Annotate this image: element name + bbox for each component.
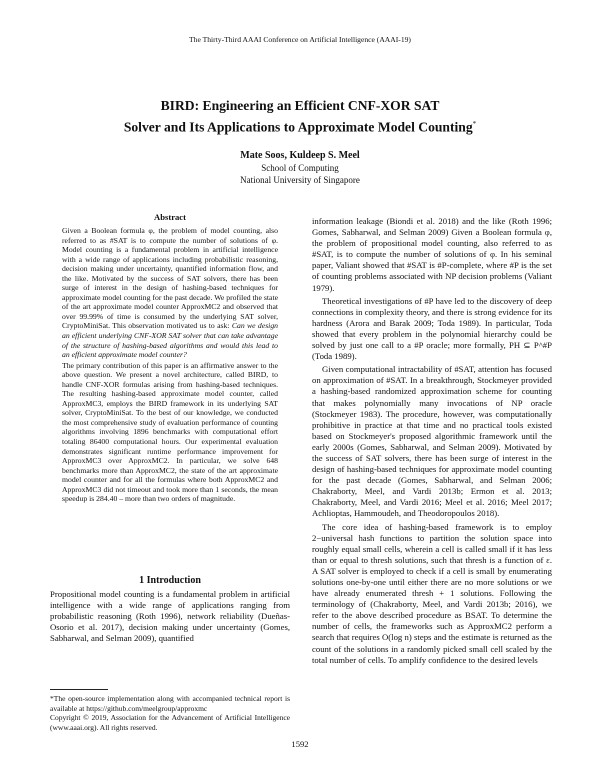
abstract-heading: Abstract [154,212,186,222]
abstract-research-question: Can we design an efficient underlying CNF-XOR SAT solver that can take advantage of the structure of hashing-based algorithms and would this lead to an efficient approximate model counter? [62,321,279,360]
footnote-copyright: Copyright © 2019, Association for the Advancement of Artificial Intelligence (www.aaai.org). All rights reserved. [50,713,290,732]
right-paragraph-3: Given computational intractability of #SAT, attention has focused on approximation of #SAT. In a breakthrough, Stockmeyer provided a hashing-based randomized approximation scheme for counting that makes polynomially many invocations of NP oracle (Stockmeyer 1983). The procedure, however, was computationally prohibitive in practice at that time and no practical tools existed based on Stockmeyer's proposed algorithmic framework until the early 2000s (Gomes, Sabharwal, and Selman 2009). Motivated by the success of SAT solvers, there has been surge of interest in the design of hashing-based techniques for approximate model counting for the past decade (Gomes, Sabharwal, and Selman 2006; Chakraborty, Meel, and Vardi 2013b; Ermon et al. 2013; Chakraborty, Meel, and Vardi 2016; Meel et al. 2016; Meel 2017; Achlioptas, Hammoudeh, and Theodoropoulos 2018). [312,364,552,519]
title-line-1: BIRD: Engineering an Efficient CNF-XOR SAT [160,98,440,113]
conference-header: The Thirty-Third AAAI Conference on Artificial Intelligence (AAAI-19) [189,35,411,44]
abstract-paragraph-2: The primary contribution of this paper is an affirmative answer to the above question. We present a novel architecture, called BIRD, to handle CNF-XOR formulas arising from hashing-based techniques. The resulting hashing-based approximate model counter, called ApproxMC3, employs the BIRD framework in its underlying SAT solver, CryptoMiniSat. To the best of our knowledge, we conducted the most comprehensive study of evaluation performance of counting algorithms involving 1896 benchmarks with computational effort totaling 86400 computational hours. Our experimental evaluation demonstrates significant runtime performance improvement for ApproxMC3 over ApproxMC2. In particular, we solve 648 benchmarks more than ApproxMC2, the state of the art approximate model counter and for all the formulas where both ApproxMC2 and ApproxMC3 did not timeout and took more than 1 seconds, the mean speedup is 284.40 – more than two orders of magnitude. [62,360,278,504]
right-column-text [312,216,552,668]
section-heading-introduction: 1 Introduction [139,575,201,586]
abstract-paragraph-1 [62,226,278,360]
right-paragraph-2: Theoretical investigations of #P have led to the discovery of deep connections in complexity theory, and there is strong evidence for its hardness (Arora and Barak 2009; Toda 1989). In particular, Toda showed that every problem in the polynomial hierarchy could be solved by just one call to a #P oracle; more formally, PH ⊆ P^#P (Toda 1989). [312,295,552,362]
introduction-text [50,589,290,644]
title-line-2-text: Solver and Its Applications to Approximate Model Counting [123,119,473,135]
footnote-implementation-link: *The open-source implementation along with accompanied technical report is available at https://github.com/meelgroup/approxmc [50,694,290,713]
footnote [50,694,290,732]
affiliation-university: National University of Singapore [240,174,360,185]
footnote-divider [50,689,108,690]
right-paragraph-1: information leakage (Biondi et al. 2018) and the like (Roth 1996; Gomes, Sabharwal, and Selman 2009) Given a Boolean formula φ, the problem of propositional model counting, also referred to as #SAT, is to compute the number of solutions of φ. In his seminal paper, Valiant showed that #SAT is #P-complete, where #P is the set of counting problems associated with NP decision problems (Valiant 1979). [312,216,552,293]
title-line-2 [0,115,600,137]
right-paragraph-4: The core idea of hashing-based framework is to employ 2−universal hash functions to partition the solution space into roughly equal small cells, wherein a cell is called small if it has less than or equal to thresh solutions, such that thresh is a function of ε. A SAT solver is employed to check if a cell is small by enumerating solutions one-by-one until either there are no more solutions or we have already enumerated thresh + 1 solutions. Following the terminology of (Chakraborty, Meel, and Vardi 2013b; 2016), we refer to the above described procedure as BSAT. To determine the number of cells, the frameworks such as ApproxMC2 perform a search that requires O(log n) steps and the estimate is returned as the count of the solutions in a randomly picked small cell scaled by the total number of cells. To amplify confidence to the desired levels [312,521,552,665]
author-affiliation [0,163,600,186]
affiliation-school: School of Computing [261,163,339,173]
paper-title [0,97,600,137]
title-footnote-marker: * [472,120,477,128]
abstract-para1-text: Given a Boolean formula φ, the problem of model counting, also referred to as #SAT is to compute the number of solutions of φ. Model counting is a fundamental problem in artificial intelligence with a wide range of applications including probabilistic reasoning, decision making under uncertainty, quantified information flow, and the like. Motivated by the success of SAT solvers, there has been surge of interest in the design of hashing-based techniques for approximate model counting for the past decade. We profiled the state of the art approximate model counter ApproxMC2 and observed that over 99.99% of time is consumed by the underlying SAT solver, CryptoMiniSat. This observation motivated us to ask: [62,226,278,331]
author-names: Mate Soos, Kuldeep S. Meel [240,150,360,161]
abstract-body [62,226,278,505]
page-number: 1592 [291,739,309,749]
intro-paragraph-1: Propositional model counting is a fundamental problem in artificial intelligence with a wide range of applications ranging from probabilistic reasoning (Roth 1996), network reliability (Dueñas-Osorio et al. 2017), decision making under uncertainty (Gomes, Sabharwal, and Selman 2009), quantified [50,589,290,644]
